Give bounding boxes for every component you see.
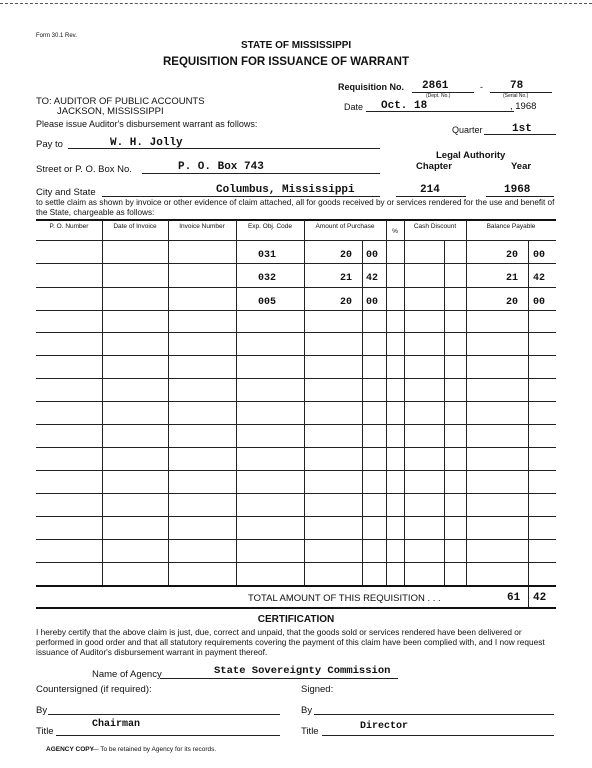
right-title-value: Director [360,721,409,732]
agency-copy-text: — To be retained by Agency for its records. [92,746,217,753]
signed-label: Signed: [301,684,334,695]
row2-amount-dollars: 21 [340,273,353,284]
city-line [102,196,380,197]
page-title: REQUISITION FOR ISSUANCE OF WARRANT [163,56,409,68]
table-top-border [36,219,556,221]
row-line [36,562,556,563]
right-title-label: Title [301,726,319,737]
header-exp: Exp. Obj. Code [247,223,293,230]
year-value: 1968 [504,184,531,196]
header-invoice: Invoice Number [179,223,225,230]
quarter-label: Quarter [452,125,483,135]
row1-balance-cents: 00 [533,250,546,261]
row1-balance-dollars: 20 [506,250,519,261]
header-pct: % [392,228,398,235]
header-balance: Balance Payable [486,223,536,230]
settle-text: to settle claim as shown by invoice or other evidence of claim attached, all for goods received by or services rendered for the use and benefit of the State, chargeable as follows: [36,198,555,217]
col-divider [102,220,103,586]
header-mark [202,41,212,51]
quarter-line [484,134,556,135]
row3-balance-cents: 00 [533,297,546,308]
row3-code: 005 [258,297,277,308]
street-line [142,173,380,174]
col-divider [236,220,237,586]
date-year: , 1968 [510,101,537,112]
agency-label: Name of Agency [92,669,162,680]
row1-amount-dollars: 20 [340,250,353,261]
col-divider [386,220,387,586]
left-by-label: By [36,705,48,716]
top-edge [0,3,592,4]
row1-code: 031 [258,250,277,261]
street-label: Street or P. O. Box No. [36,164,132,175]
quarter-value: 1st [512,123,532,135]
street-value: P. O. Box 743 [178,161,264,173]
col-divider [168,220,169,586]
requisition-label: Requisition No. [338,82,404,92]
col-divider [304,220,305,586]
row-line [36,516,556,517]
date-value: Oct. 18 [381,100,428,112]
row3-balance-dollars: 20 [506,297,519,308]
state-heading: STATE OF MISSISSIPPI [241,40,352,51]
city-label: City and State [36,187,96,198]
row-line [36,424,556,425]
pay-to-label: Pay to [36,139,63,150]
certification-text: I hereby certify that the above claim is just, due, correct and unpaid, that the goods sold or services rendered have been delivered or performed in good order and that all statutory requirements covering the payment of this claim have been complied with, and I now request issuance of Auditor's disbursement warrant in payment thereof. [36,627,545,657]
pay-to-line [68,148,380,149]
col-divider [404,220,405,586]
chapter-label: Chapter [416,161,452,172]
row-line [36,539,556,540]
row2-amount-cents: 42 [366,273,379,284]
header-po: P. O. Number [49,223,89,230]
left-title-label: Title [36,726,54,737]
chapter-line [396,196,466,197]
legal-authority-label: Legal Authority [436,150,506,161]
year-label: Year [511,161,532,172]
col-divider [466,220,467,586]
form-label: Form 30.1 Rev. [36,33,77,39]
countersigned-label: Countersigned (if required): [36,684,152,695]
header-amount: Amount of Purchase [315,223,375,230]
left-title-line [56,735,280,736]
row3-amount-dollars: 20 [340,297,353,308]
total-dollars: 61 [507,592,521,604]
certification-heading: CERTIFICATION [257,614,335,625]
row-line [36,470,556,471]
col-divider [362,240,363,586]
serial-no: 78 [510,80,524,92]
year-line [486,196,554,197]
agency-line [160,678,398,679]
city-value: Columbus, Mississippi [216,184,355,196]
row-line [36,310,556,311]
row-line [36,447,556,448]
addressee-line1: TO: AUDITOR OF PUBLIC ACCOUNTS [36,96,205,107]
row2-balance-cents: 42 [533,273,546,284]
row2-code: 032 [258,273,277,284]
total-cents: 42 [533,592,547,604]
row-line [36,493,556,494]
addressee-line2: JACKSON, MISSISSIPPI [57,106,164,117]
date-label: Date [344,102,364,112]
dept-caption: (Dept. No.) [426,93,451,99]
left-by-line [48,714,280,715]
total-label: TOTAL AMOUNT OF THIS REQUISITION . . . [248,593,441,604]
pay-to-value: W. H. Jolly [110,137,183,149]
total-bottom-border [36,607,556,609]
row-line [36,332,556,333]
left-title-value: Chairman [92,719,141,730]
serial-caption: (Serial No.) [503,93,529,99]
date-line [366,111,514,112]
requisition-dash: - [480,82,483,92]
dept-no: 2861 [422,80,449,92]
row-line [36,355,556,356]
agency-copy-label: AGENCY COPY [46,746,94,753]
row-line [36,263,556,264]
agency-value: State Sovereignty Commission [214,665,391,677]
table-bottom-border [36,585,556,587]
row1-amount-cents: 00 [366,250,379,261]
right-by-line [314,714,554,715]
row-line [36,401,556,402]
col-divider [444,240,445,586]
row3-amount-cents: 00 [366,297,379,308]
header-date: Date of Invoice [113,223,157,230]
right-title-line [322,735,554,736]
right-by-label: By [301,705,313,716]
row-line [36,378,556,379]
header-cash: Cash Discount [413,223,457,230]
instruction-text: Please issue Auditor's disbursement warrant as follows: [36,119,258,129]
table-header-bottom [36,240,556,241]
row-line [36,287,556,288]
chapter-value: 214 [420,184,440,196]
row2-balance-dollars: 21 [506,273,519,284]
